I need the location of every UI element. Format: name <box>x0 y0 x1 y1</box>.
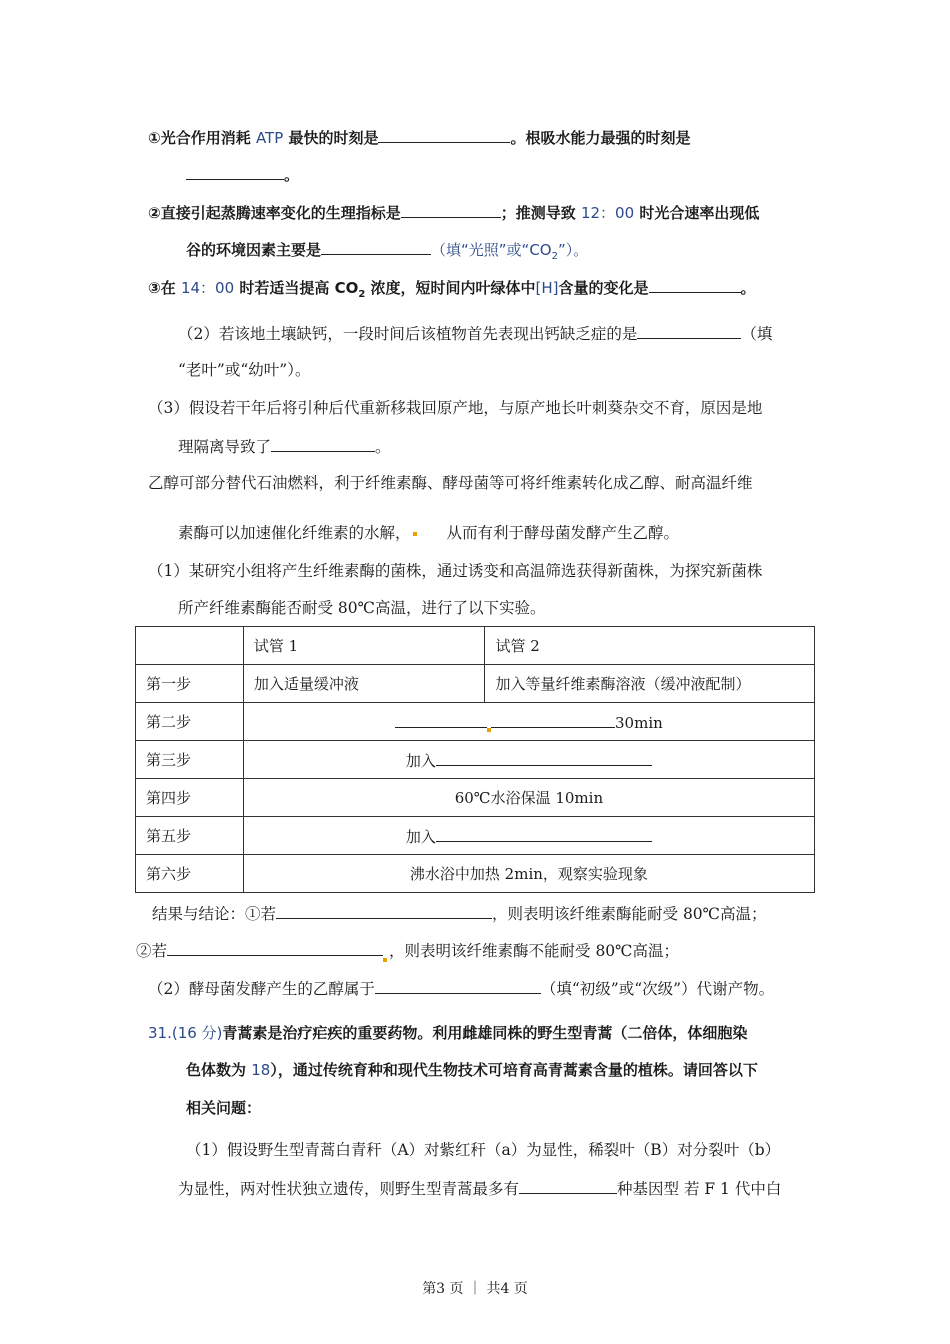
text: 。根吸水能力最强的时刻是 <box>510 129 691 147</box>
step-cell: 第一步 <box>136 665 244 703</box>
ethanol-line-4: 所产纤维素酶能否耐受 80℃高温，进行了以下实验。 <box>178 599 546 617</box>
table-row <box>136 855 815 893</box>
merged-cell <box>243 703 814 741</box>
q-photo-line-1 <box>148 126 691 149</box>
answer-blank <box>167 939 383 956</box>
text: 素酶可以加速催化纤维素的水解， <box>178 524 411 542</box>
text: 谷的环境因素主要是 <box>186 241 322 259</box>
mark-dot <box>487 728 491 732</box>
table-header-row <box>136 627 815 665</box>
answer-blank <box>436 749 652 766</box>
table-cell: 加入适量缓冲液 <box>243 665 485 703</box>
step-cell: 第四步 <box>136 779 244 817</box>
q31-line-5 <box>178 1177 781 1200</box>
answer-blank <box>271 435 375 452</box>
answer-blank <box>436 825 652 842</box>
step-cell: 第三步 <box>136 741 244 779</box>
page-footer: 第3 页 ｜ 共4 页 <box>422 1281 528 1297</box>
text: 最快的时刻是 <box>283 129 379 147</box>
text: 种基因型 若 F 1 代中白 <box>617 1180 782 1198</box>
text: 。 <box>375 438 391 456</box>
text: （填“初级”或“次级”）代谢产物。 <box>540 980 775 998</box>
merged-cell: 60℃水浴保温 10min <box>243 779 814 817</box>
text: 时若适当提高 CO <box>234 279 359 297</box>
text-atp: ATP <box>255 129 284 147</box>
results-line-2 <box>136 939 679 962</box>
mark-dot <box>413 532 417 536</box>
text: 青蒿素是治疗疟疾的重要药物。利用雌雄同株的野生型青蒿（二倍体，体细胞染 <box>222 1024 748 1042</box>
text: 色体数为 <box>186 1061 252 1079</box>
subscript: 2 <box>358 289 366 300</box>
text: 浓度，短时间内叶绿体中 <box>365 279 536 297</box>
ethanol-line-1: 乙醇可部分替代石油燃料，利于纤维素酶、酵母菌等可将纤维素转化成乙醇、耐高温纤维 <box>148 474 753 492</box>
q2-line-1 <box>178 322 772 345</box>
step-cell: 第六步 <box>136 855 244 893</box>
text: 。 <box>284 166 300 184</box>
text: （填“光照”或“CO <box>431 241 552 259</box>
table-header-cell: 试管 1 <box>243 627 485 665</box>
text: （2）若该地土壤缺钙，一段时间后该植物首先表现出钙缺乏症的是 <box>178 325 638 343</box>
answer-blank <box>637 322 741 339</box>
q31-line-4: （1）假设野生型青蒿白青秆（A）对紫红秆（a）为显性，稀裂叶（B）对分裂叶（b） <box>186 1141 781 1159</box>
cell-text: 加入 <box>405 827 436 846</box>
text: 为显性，两对性状独立遗传，则野生型青蒿最多有 <box>178 1180 520 1198</box>
answer-blank <box>321 238 431 255</box>
q-photo-line-4 <box>186 238 588 268</box>
merged-cell <box>243 817 814 855</box>
text: ），通过传统育种和现代生物技术可培育高青蒿素含量的植株。请回答以下 <box>270 1061 758 1079</box>
text: ”）。 <box>558 241 589 259</box>
q31-line-1 <box>148 1022 747 1044</box>
text: 含量的变化是 <box>558 279 649 297</box>
text: 从而有利于酵母菌发酵产生乙醇。 <box>446 524 680 542</box>
table-row <box>136 779 815 817</box>
step-cell: 第二步 <box>136 703 244 741</box>
text: ①光合作用消耗 <box>148 129 256 147</box>
merged-cell: 沸水浴中加热 2min，观察实验现象 <box>243 855 814 893</box>
text: （2）酵母菌发酵产生的乙醇属于 <box>148 980 375 998</box>
mark-dot <box>383 958 387 962</box>
text-time: 14：00 <box>180 279 235 297</box>
step-cell: 第五步 <box>136 817 244 855</box>
ethanol-line-2 <box>178 522 679 544</box>
text: ②若 <box>136 942 168 960</box>
table-row <box>136 703 815 741</box>
experiment-table <box>135 626 815 893</box>
text: ，则表明该纤维素酶能耐受 80℃高温； <box>492 905 767 923</box>
q31-line-3: 相关问题： <box>186 1099 262 1117</box>
answer-blank <box>276 902 492 919</box>
text: 理隔离导致了 <box>178 438 272 456</box>
answer-blank <box>401 201 501 218</box>
answer-blank <box>649 276 741 293</box>
answer-blank <box>378 126 510 143</box>
text-number: 18 <box>251 1061 271 1079</box>
answer-blank <box>519 1177 617 1194</box>
answer-blank <box>395 711 487 728</box>
ethanol-line-3: （1）某研究小组将产生纤维素酶的菌株，通过诱变和高温筛选获得新菌株，为探究新菌株 <box>148 562 763 580</box>
text: （填 <box>741 325 773 343</box>
question-number: 31.(16 分) <box>148 1024 223 1042</box>
q31-line-2 <box>186 1059 758 1081</box>
answer-blank <box>186 163 284 180</box>
table-cell: 加入等量纤维素酶溶液（缓冲液配制） <box>485 665 815 703</box>
cell-text: 30min <box>615 714 663 732</box>
q-photo-line-5 <box>148 276 756 306</box>
results-line-3 <box>148 977 774 1000</box>
text: ；推测导致 <box>500 204 581 222</box>
table-header-cell: 试管 2 <box>485 627 815 665</box>
text: ②直接引起蒸腾速率变化的生理指标是 <box>148 204 401 222</box>
q-photo-line-3 <box>148 201 759 224</box>
text-h: [H] <box>535 279 559 297</box>
text: 。 <box>740 279 756 297</box>
q2-line-2: “老叶”或“幼叶”）。 <box>178 361 311 379</box>
table-row <box>136 817 815 855</box>
table-row <box>136 665 815 703</box>
results-line-1 <box>152 902 767 925</box>
text: ③在 <box>148 279 181 297</box>
merged-cell <box>243 741 814 779</box>
answer-blank <box>375 977 541 994</box>
text: 时光合速率出现低 <box>634 204 760 222</box>
cell-text: 加入 <box>405 751 436 770</box>
answer-blank <box>491 711 615 728</box>
table-header-cell <box>136 627 244 665</box>
q3-line-1: （3）假设若干年后将引种后代重新移栽回原产地，与原产地长叶刺葵杂交不育，原因是地 <box>148 399 763 417</box>
text: 结果与结论：①若 <box>152 905 277 923</box>
q-photo-line-2 <box>186 163 299 186</box>
text-time: 12：00 <box>580 204 635 222</box>
text: ，则表明该纤维素酶不能耐受 80℃高温； <box>389 942 680 960</box>
q3-line-2 <box>178 435 391 458</box>
subscript: 2 <box>551 251 558 262</box>
table-row <box>136 741 815 779</box>
